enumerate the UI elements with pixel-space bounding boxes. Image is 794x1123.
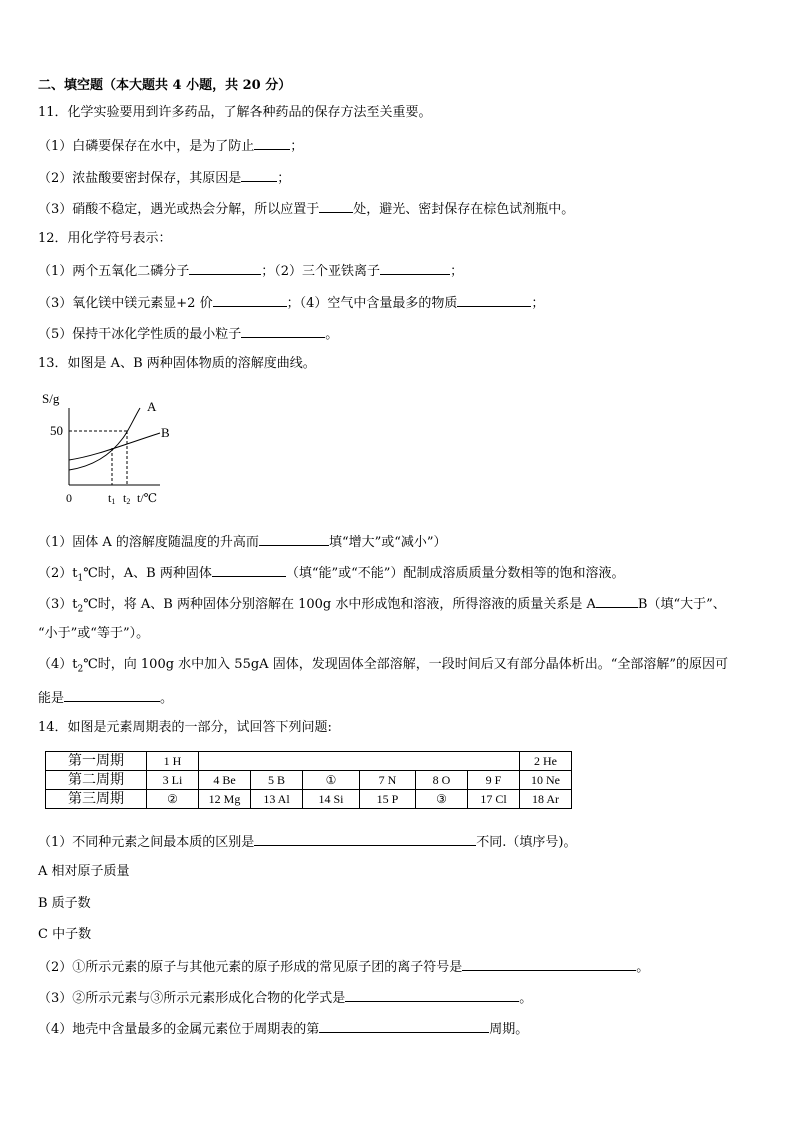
answer-blank[interactable] <box>596 594 638 608</box>
periodic-table <box>45 751 572 809</box>
answer-blank[interactable] <box>213 293 287 307</box>
element-cell: ② <box>147 790 199 809</box>
answer-blank[interactable] <box>259 532 329 546</box>
element-cell: 2 He <box>520 752 572 771</box>
element-cell: 5 B <box>251 771 303 790</box>
q13-part4-cont: 能是 。 <box>38 688 173 708</box>
q12-part5: （5）保持干冰化学性质的最小粒子 。 <box>38 324 338 344</box>
answer-blank[interactable] <box>254 136 290 150</box>
element-cell: 7 N <box>360 771 416 790</box>
q14-part3: （3）②所示元素与③所示元素形成化合物的化学式是 。 <box>38 988 532 1008</box>
answer-blank[interactable] <box>457 293 531 307</box>
element-cell: 17 Cl <box>468 790 520 809</box>
q14-part4: （4）地壳中含量最多的金属元素位于周期表的第 周期。 <box>38 1019 528 1039</box>
option-b: B 质子数 <box>38 896 91 911</box>
answer-blank[interactable] <box>241 168 277 182</box>
t2-label: t2 <box>123 491 131 506</box>
q13-part3-cont: “小于”或“等于”）。 <box>38 626 150 641</box>
answer-blank[interactable] <box>380 261 450 275</box>
period-label: 第二周期 <box>46 771 147 790</box>
table-row <box>46 752 572 771</box>
answer-blank[interactable] <box>189 261 261 275</box>
q14-stem: 14．如图是元素周期表的一部分，试回答下列问题: <box>38 720 332 735</box>
section-title: 二、填空题（本大题共 4 小题，共 20 分） <box>38 78 292 93</box>
t1-label: t1 <box>108 491 116 506</box>
answer-blank[interactable] <box>345 988 519 1002</box>
q13-part1: （1）固体 A 的溶解度随温度的升高而 填“增大”或“减小”） <box>38 532 447 552</box>
q13-stem: 13．如图是 A、B 两种固体物质的溶解度曲线。 <box>38 356 316 371</box>
solubility-graph <box>40 388 180 510</box>
element-cell: ③ <box>416 790 468 809</box>
element-cell: 1 H <box>147 752 199 771</box>
element-cell: 3 Li <box>147 771 199 790</box>
answer-blank[interactable] <box>319 199 353 213</box>
y-tick-50: 50 <box>50 423 63 438</box>
q12-part1-2: （1）两个五氧化二磷分子 ；（2）三个亚铁离子 ； <box>38 261 463 281</box>
option-a: A 相对原子质量 <box>38 864 130 879</box>
q13-part3: $(3)t_2℃$时，将 A、B 两种固体分别溶解在 100g 水中形成饱和溶液，所得溶液的质量关系是 A B（填“大于”、 <box>38 594 726 619</box>
q11-part3: （3）硝酸不稳定，遇光或热会分解，所以应置于 处，避光、密封保存在棕色试剂瓶中。 <box>38 199 574 219</box>
q11-stem: 11．化学实验要用到许多药品，了解各种药品的保存方法至关重要。 <box>38 105 432 120</box>
element-cell: 8 O <box>416 771 468 790</box>
curve-b-label: B <box>161 425 170 440</box>
answer-blank[interactable] <box>319 1019 489 1033</box>
element-cell: 18 Ar <box>520 790 572 809</box>
period-label: 第三周期 <box>46 790 147 809</box>
curve-a-label: A <box>147 399 157 414</box>
element-cell: 14 Si <box>303 790 360 809</box>
q11-part2: （2）浓盐酸要密封保存，其原因是 ； <box>38 168 290 188</box>
option-c: C 中子数 <box>38 927 92 942</box>
q13-part2: $(2)t_1℃$时，A、B 两种固体 （填“能”或“不能”）配制成溶质质量分数相等的饱和溶液。 <box>38 563 624 588</box>
period-label: 第一周期 <box>46 752 147 771</box>
curve-b <box>69 433 160 460</box>
q11-part1: （1）白磷要保存在水中，是为了防止 ； <box>38 136 303 156</box>
element-cell: ① <box>303 771 360 790</box>
q14-part2: （2）①所示元素的原子与其他元素的原子形成的常见原子团的离子符号是 。 <box>38 957 649 977</box>
element-cell: 15 P <box>360 790 416 809</box>
curve-a <box>69 408 140 470</box>
element-cell: 4 Be <box>199 771 251 790</box>
q13-part4: $(4)t_2℃$时，向 100g 水中加入 55gA 固体，发现固体全部溶解，一段时间后又有部分晶体析出。“全部溶解”的原因可 <box>38 657 728 675</box>
q12-stem: 12．用化学符号表示： <box>38 231 172 246</box>
element-cell: 10 Ne <box>520 771 572 790</box>
answer-blank[interactable] <box>64 688 160 702</box>
answer-blank[interactable] <box>462 957 636 971</box>
q12-part3-4: （3）氧化镁中镁元素显+2 价 ；（4）空气中含量最多的物质 ； <box>38 293 544 313</box>
answer-blank[interactable] <box>254 832 476 846</box>
y-axis-label: S/g <box>42 391 60 406</box>
q14-part1: （1）不同种元素之间最本质的区别是 不同.（填序号)。 <box>38 832 577 852</box>
element-cell: 9 F <box>468 771 520 790</box>
table-row <box>46 771 572 790</box>
element-cell: 12 Mg <box>199 790 251 809</box>
element-cell: 13 Al <box>251 790 303 809</box>
x-axis-label: t/℃ <box>137 491 158 505</box>
origin-label: 0 <box>66 491 72 505</box>
answer-blank[interactable] <box>241 324 325 338</box>
answer-blank[interactable] <box>212 563 286 577</box>
table-row <box>46 790 572 809</box>
empty-cell <box>199 752 520 771</box>
